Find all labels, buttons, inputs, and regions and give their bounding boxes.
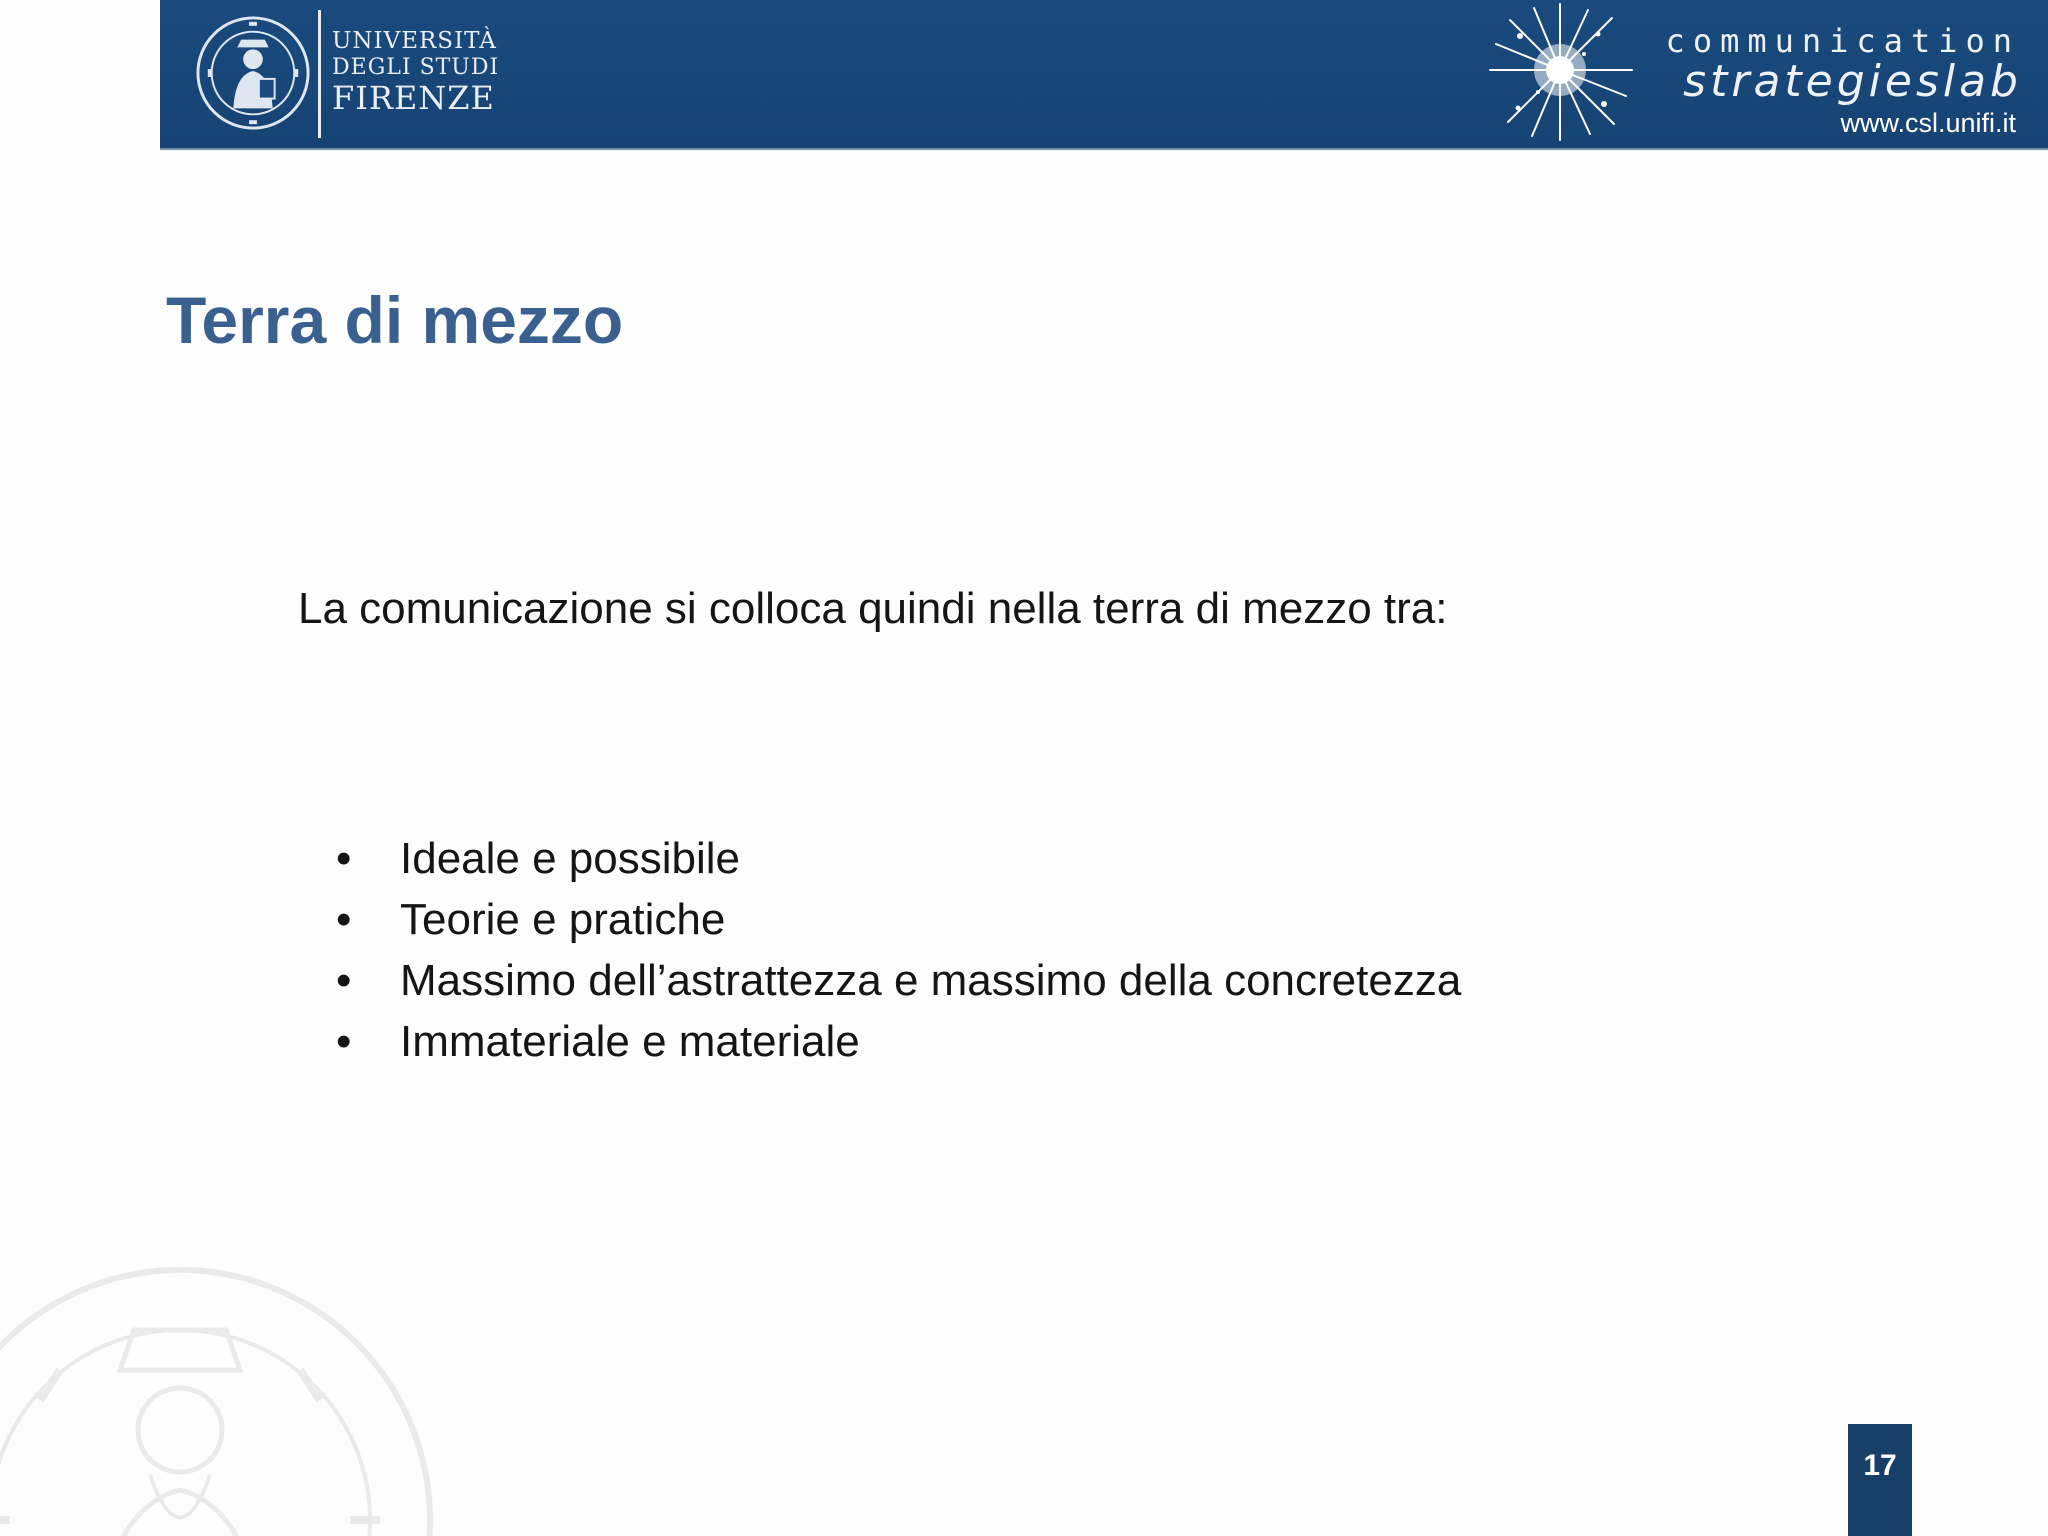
bullet-text: Teorie e pratiche: [400, 895, 726, 944]
university-seal-icon: [194, 14, 312, 132]
seal-watermark-icon: [0, 1260, 440, 1536]
lab-name-line-1: communication: [1665, 22, 2020, 60]
slide-intro-text: La comunicazione si colloca quindi nella terra di mezzo tra:: [298, 584, 1448, 633]
page-number: 17: [1848, 1424, 1912, 1536]
university-line-2: DEGLI STUDI: [332, 55, 500, 80]
header-banner: [160, 0, 2048, 150]
university-line-3: FIRENZE: [332, 79, 495, 117]
bullet-text: Ideale e possibile: [400, 834, 741, 883]
banner-divider: [318, 10, 321, 138]
university-line-1: UNIVERSITÀ: [332, 28, 497, 54]
bullet-item: [330, 950, 1461, 1011]
bullet-item: [330, 889, 1461, 950]
starburst-icon: [1480, 0, 1640, 146]
bullet-symbol: •: [336, 895, 352, 944]
bullet-symbol: •: [336, 834, 352, 883]
university-name: [332, 28, 500, 117]
lab-name-line-2: strategieslab: [1683, 56, 2022, 107]
bullet-symbol: •: [336, 1017, 352, 1066]
bullet-symbol: •: [336, 956, 352, 1005]
lab-url: www.csl.unifi.it: [1840, 108, 2016, 138]
bullet-item: [330, 1011, 1461, 1072]
bullet-text: Massimo dell’astrattezza e massimo della concretezza: [400, 956, 1462, 1005]
slide-title: Terra di mezzo: [166, 283, 624, 357]
bullet-text: Immateriale e materiale: [400, 1017, 860, 1066]
bullet-list: [330, 828, 1461, 1072]
bullet-item: [330, 828, 1461, 889]
